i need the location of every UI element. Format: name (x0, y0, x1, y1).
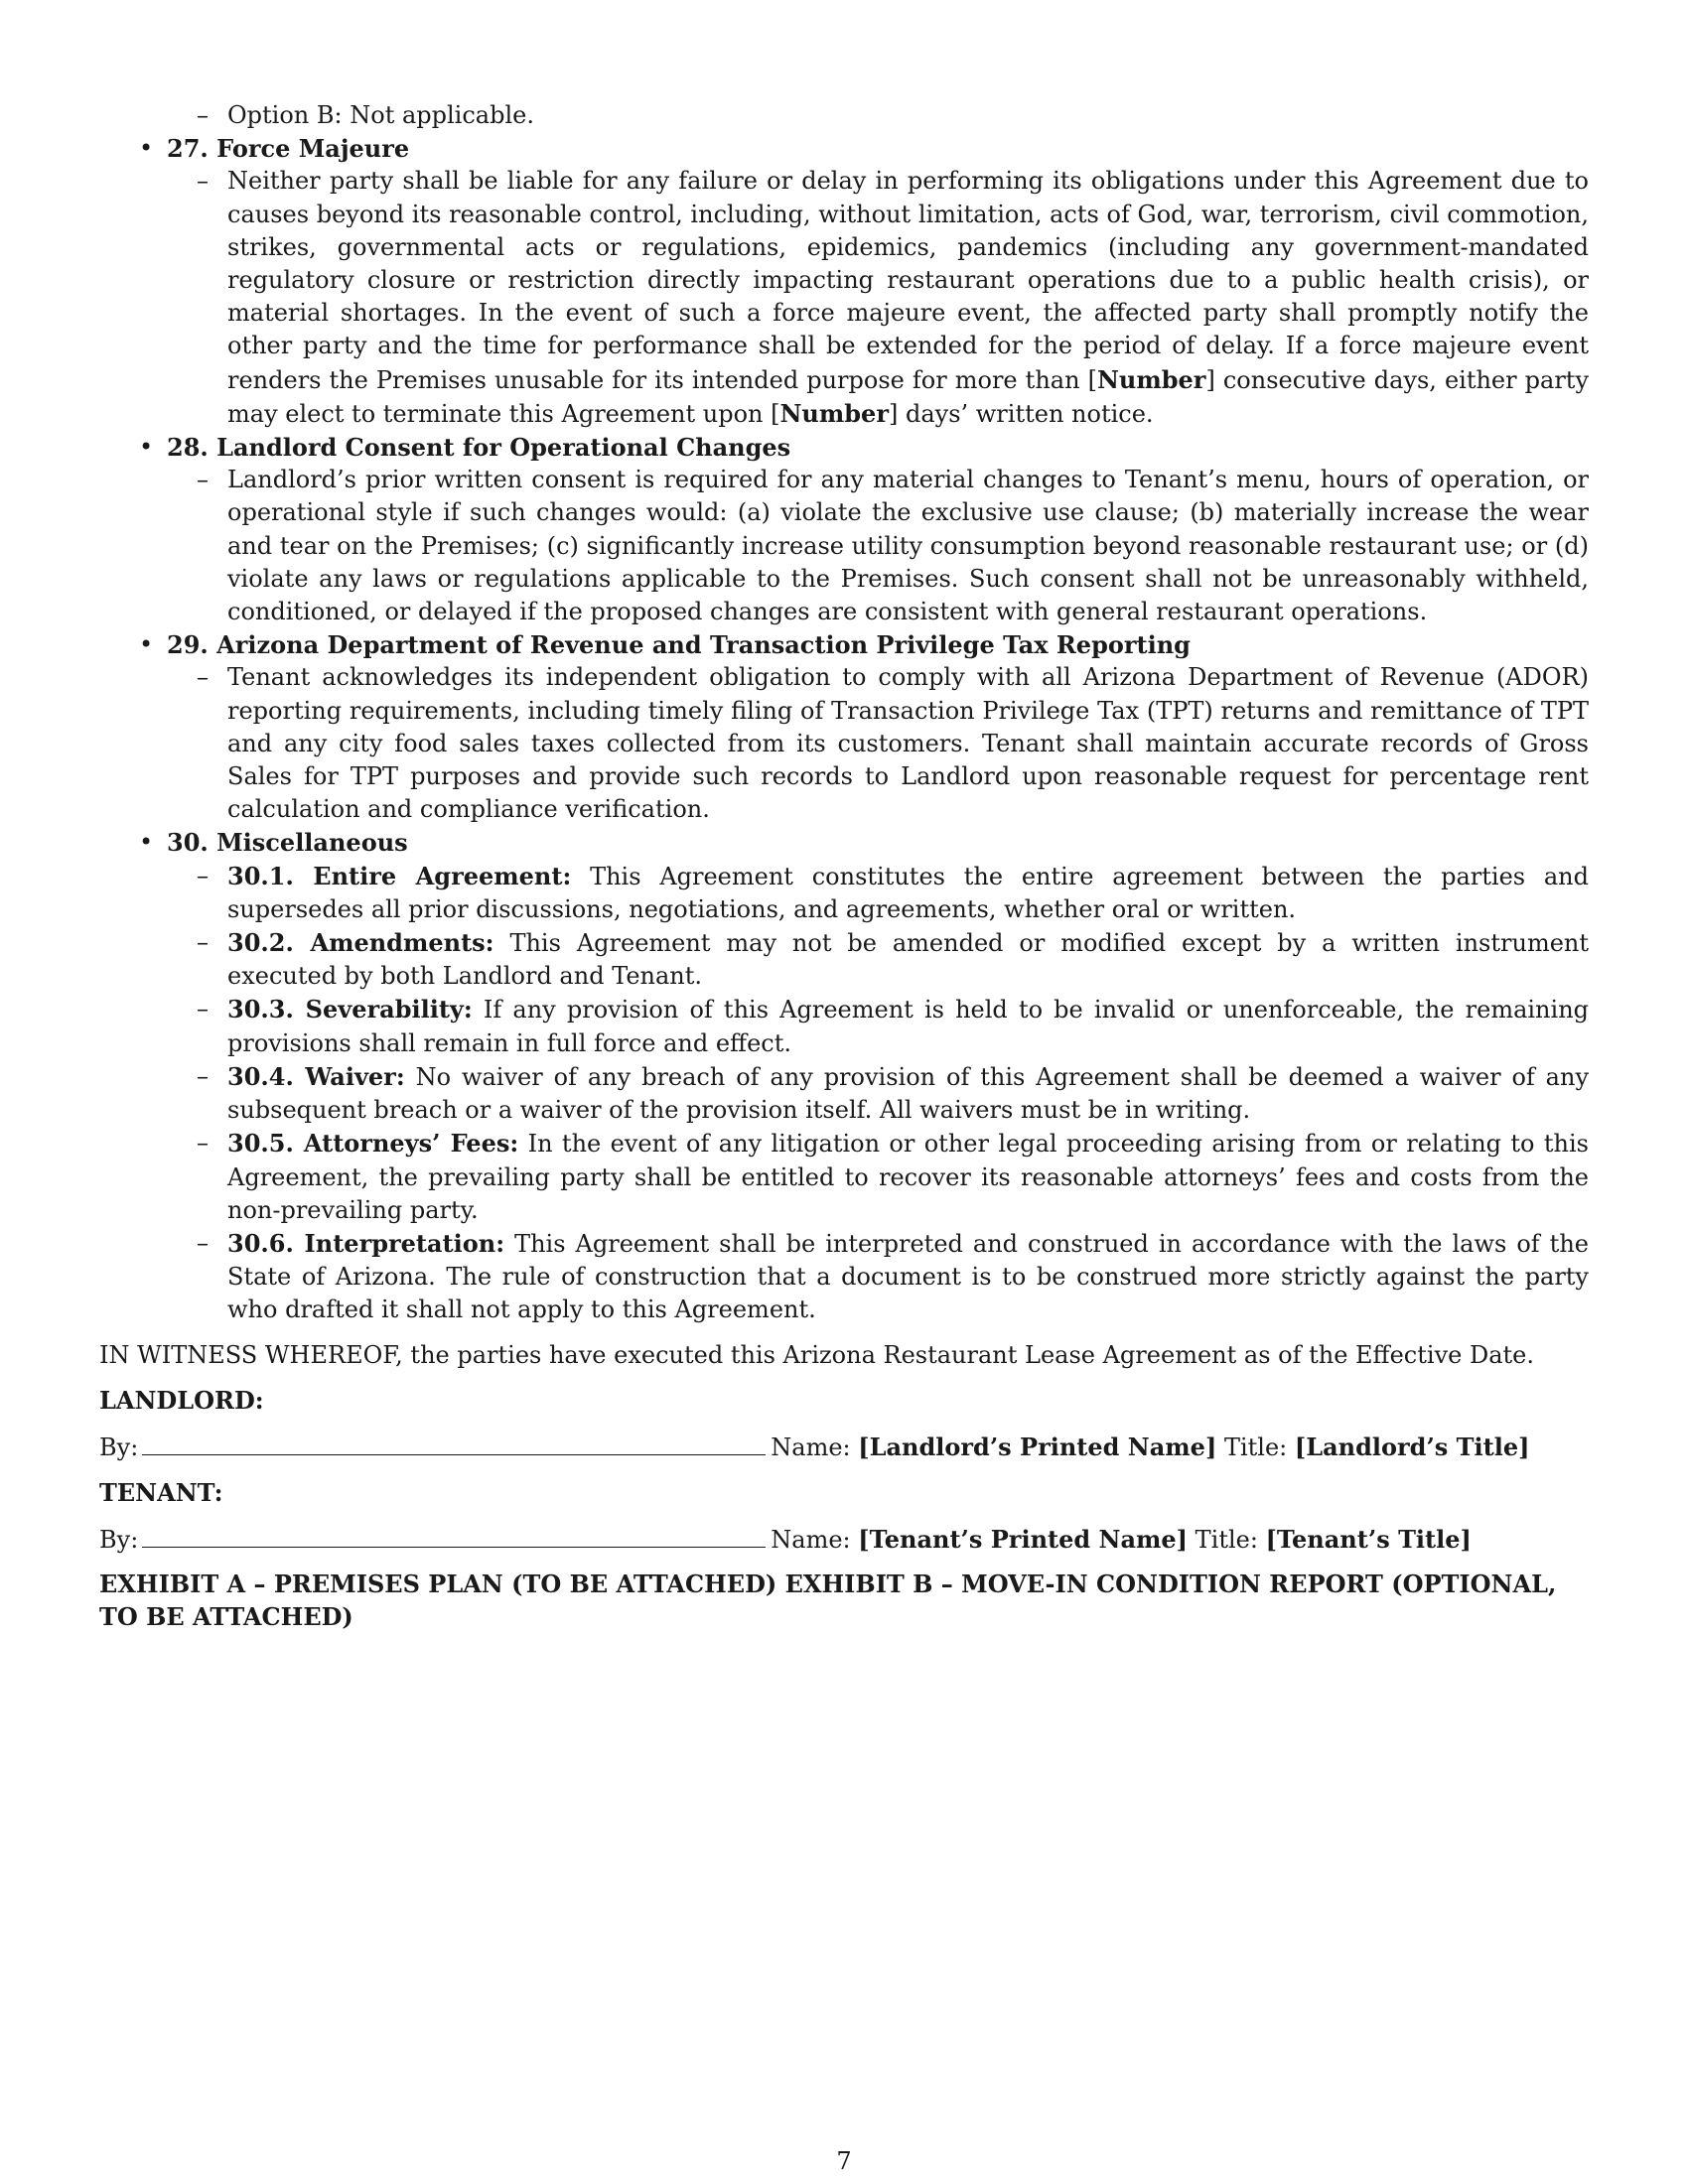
clause-label: 30.3. Severability: (227, 995, 473, 1024)
clause-30-6 (99, 1227, 1589, 1327)
landlord-name-placeholder: [Landlord’s Printed Name] (858, 1432, 1217, 1461)
name-label: Name: (771, 1526, 859, 1555)
section-28-body (99, 464, 1589, 628)
tenant-heading: TENANT: (99, 1478, 223, 1508)
section-29-text: Tenant acknowledges its independent obligation to comply with all Arizona Department of Revenue (ADOR) reporting requirements, including timely filing of Transaction Privilege Tax (TPT) returns and remittance of TPT and any city food sales taxes collected from its customers. Tenant shall maintain accurate records of Gross Sales for TPT purposes and provide such records to Landlord upon reasonable request for percentage rent calculation and compliance verification. (227, 663, 1589, 824)
dash-marker: – (197, 466, 209, 494)
force-majeure-text-2: ] consecutive days, either party may elect to terminate this Agreement upon [ (227, 365, 1589, 428)
by-label: By: (99, 1433, 139, 1461)
force-majeure-text-1: Neither party shall be liable for any failure or delay in performing its obligations under this Agreement due to causes beyond its reasonable control, including, without limitation, acts of God, war, terrorism, civil commotion, strikes, governmental acts or regulations, epidemics, pandemics (including any government-mandated regulatory closure or restriction directly impacting restaurant operations due to a public health crisis), or material shortages. In the event of such a force majeure event, the affected party shall promptly notify the other party and the time for performance shall be extended for the period of delay. If a force majeure event renders the Premises unusable for its intended purpose for more than [ (227, 167, 1589, 394)
exhibits-heading: EXHIBIT A – PREMISES PLAN (TO BE ATTACHED) EXHIBIT B – MOVE-IN CONDITION REPORT (OPTIONAL, TO BE ATTACHED) (99, 1569, 1557, 1631)
tenant-signature-field[interactable] (142, 1525, 766, 1548)
landlord-heading: LANDLORD: (99, 1385, 264, 1415)
dash-marker: – (197, 663, 209, 692)
clause-30-4 (99, 1060, 1589, 1127)
placeholder-number-1: Number (1096, 364, 1206, 394)
dash-marker: – (197, 1228, 209, 1257)
clause-30-1 (99, 860, 1589, 926)
clause-text: If any provision of this Agreement is held to be invalid or unenforceable, the remaining provisions shall remain in full force and effect. (227, 996, 1590, 1057)
clause-30-5 (99, 1127, 1589, 1227)
dash-marker: – (197, 995, 209, 1024)
section-27-title: 27. Force Majeure (167, 134, 410, 164)
section-30-title: 30. Miscellaneous (167, 828, 408, 858)
dash-marker: – (197, 1061, 209, 1090)
clause-30-2 (99, 926, 1589, 993)
section-27-body (99, 165, 1589, 431)
witness-statement: IN WITNESS WHEREOF, the parties have executed this Arizona Restaurant Lease Agreement as of the Effective Date. (99, 1340, 1534, 1369)
title-label: Title: (1188, 1526, 1266, 1555)
landlord-signature-field[interactable] (142, 1433, 766, 1455)
name-label: Name: (771, 1433, 859, 1461)
section-27-heading (99, 132, 1589, 165)
section-28-text: Landlord’s prior written consent is required for any material changes to Tenant’s menu, hours of operation, or operational style if such changes would: (a) violate the exclusive use clause; (b) materially increase the wear and tear on the Premises; (c) significantly increase utility consumption beyond reasonable restaurant use; or (d) violate any laws or regulations applicable to the Premises. Such consent shall not be unreasonably withheld, conditioned, or delayed if the proposed changes are consistent with general restaurant operations. (227, 466, 1589, 626)
clause-label: 30.4. Waiver: (227, 1061, 405, 1091)
landlord-signature-line (99, 1431, 1589, 1464)
dash-marker: – (197, 928, 209, 957)
by-label: By: (99, 1526, 139, 1555)
option-b-item (99, 99, 1589, 132)
dash-marker: – (197, 1129, 209, 1158)
landlord-title-placeholder: [Landlord’s Title] (1294, 1432, 1530, 1461)
section-29-body (99, 661, 1589, 826)
section-28-title: 28. Landlord Consent for Operational Changes (167, 433, 791, 463)
section-28-heading (99, 431, 1589, 464)
section-29-heading (99, 628, 1589, 661)
section-29-title: 29. Arizona Department of Revenue and Transaction Privilege Tax Reporting (167, 630, 1191, 660)
option-b-text: Option B: Not applicable. (227, 101, 534, 129)
dash-marker: – (197, 167, 209, 196)
clause-30-3 (99, 993, 1589, 1059)
bullet-marker: • (139, 134, 154, 163)
clause-text: No waiver of any breach of any provision of this Agreement shall be deemed a waiver of any subsequent breach or a waiver of the provision itself. All waivers must be in writing. (227, 1062, 1590, 1125)
tenant-signature-line (99, 1523, 1589, 1557)
clause-label: 30.5. Attorneys’ Fees: (227, 1129, 519, 1159)
clause-text: This Agreement constitutes the entire agreement between the parties and supersedes all prior discussions, negotiations, and agreements, whether oral or written. (227, 862, 1589, 923)
tenant-name-placeholder: [Tenant’s Printed Name] (858, 1525, 1189, 1555)
title-label: Title: (1216, 1433, 1295, 1461)
bullet-marker: • (139, 433, 154, 462)
clause-label: 30.6. Interpretation: (227, 1228, 505, 1258)
force-majeure-text-3: ] days’ written notice. (888, 399, 1154, 428)
clause-text: In the event of any litigation or other legal proceeding arising from or relating to this Agreement, the prevailing party shall be entitled to recover its reasonable attorneys’ fees and costs from the non-prevailing party. (227, 1130, 1589, 1224)
page-number: 7 (836, 2147, 852, 2175)
clause-text: This Agreement may not be amended or modified except by a written instrument executed by both Landlord and Tenant. (227, 929, 1590, 991)
clause-label: 30.1. Entire Agreement: (227, 861, 572, 890)
clause-text: This Agreement shall be interpreted and construed in accordance with the laws of the State of Arizona. The rule of construction that a document is to be construed more strictly against the party who drafted it shall not apply to this Agreement. (227, 1229, 1589, 1324)
dash-marker: – (197, 101, 209, 129)
clause-label: 30.2. Amendments: (227, 928, 494, 958)
section-30-heading (99, 826, 1589, 859)
document-page (99, 99, 1589, 1633)
tenant-title-placeholder: [Tenant’s Title] (1265, 1525, 1472, 1555)
bullet-marker: • (139, 630, 154, 659)
bullet-marker: • (139, 828, 154, 857)
dash-marker: – (197, 861, 209, 889)
placeholder-number-2: Number (779, 398, 889, 428)
